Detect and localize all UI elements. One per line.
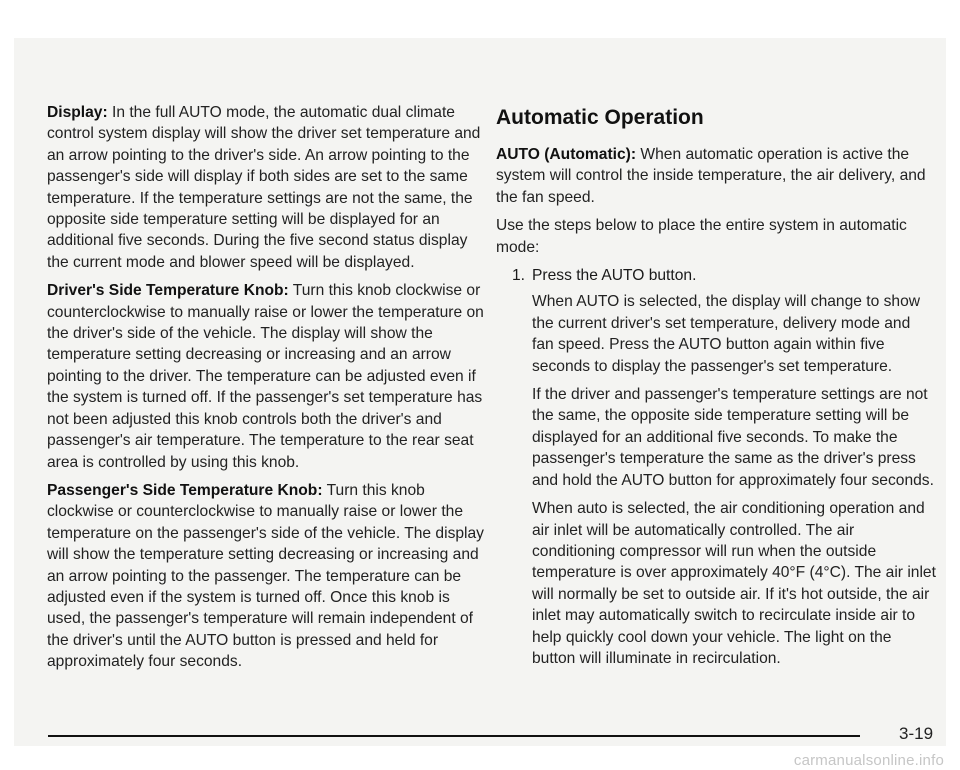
- passenger-knob-paragraph: [47, 480, 487, 673]
- driver-knob-text: Turn this knob clockwise or counterclockwise to manually raise or lower the temperature on the driver's side of the vehicle. The display will show the temperature setting decreasing or increasing and an arrow pointing to the driver. The temperature can be adjusted even if the system is turned off. If the passenger's set temperature has not been adjusted this knob controls both the driver's and passenger's air temperature. The temperature to the rear seat area is controlled by using this knob.: [47, 282, 484, 471]
- page-number: 3-19: [899, 724, 934, 743]
- display-term: Display:: [47, 104, 108, 121]
- manual-page: [14, 38, 946, 746]
- right-column: [496, 104, 936, 676]
- left-column: [47, 102, 487, 680]
- watermark: carmanualsonline.info: [793, 752, 944, 769]
- auto-paragraph: [496, 144, 936, 208]
- driver-knob-paragraph: [47, 280, 487, 473]
- step-1: [512, 265, 936, 286]
- step-paragraph: When auto is selected, the air conditioning operation and air inlet will be automatically controlled. The air conditioning compressor will run when the outside temperature is over approximately 40°F (4°C). The air inlet will normally be set to outside air. If it's hot outside, the air inlet may automatically switch to recirculate inside air to help quickly cool down your vehicle. The light on the button will illuminate in recirculation.: [532, 500, 936, 667]
- steps-intro: Use the steps below to place the entire system in automatic mode:: [496, 217, 907, 256]
- section-heading: Automatic Operation: [496, 106, 704, 129]
- display-paragraph: [47, 102, 487, 273]
- step-paragraph: If the driver and passenger's temperature settings are not the same, the opposite side temperature setting will be displayed for an additional five seconds. To make the passenger's temperature the same as the driver's press and hold the AUTO button for approximately four seconds.: [532, 386, 934, 489]
- auto-text: When automatic operation is active the system will control the inside temperature, the air delivery, and the fan speed.: [496, 146, 926, 206]
- passenger-knob-term: Passenger's Side Temperature Knob:: [47, 481, 323, 499]
- step-paragraph: When AUTO is selected, the display will change to show the current driver's set temperature, delivery mode and fan speed. Press the AUTO button again within five seconds to display the passenger's set temperature.: [532, 293, 921, 375]
- passenger-knob-text: Turn this knob clockwise or counterclockwise to manually raise or lower the temperature on the passenger's side of the vehicle. The display will show the temperature setting decreasing or increasing and an arrow pointing to the passenger. The temperature can be adjusted even if the system is turned off. Once this knob is used, the passenger's temperature will remain independent of the driver's until the AUTO button is pressed and held for approximately four seconds.: [47, 481, 484, 671]
- auto-term: AUTO (Automatic):: [496, 146, 637, 163]
- driver-knob-term: Driver's Side Temperature Knob:: [47, 282, 289, 300]
- step-number: 1.: [512, 267, 526, 285]
- step-label: Press the AUTO button.: [532, 267, 697, 285]
- display-text: In the full AUTO mode, the automatic dual climate control system display will show the driver set temperature and an arrow pointing to the driver's side. An arrow pointing to the passenger's side will display if both sides are set to the same temperature. If the temperature settings are not the same, the opposite side temperature setting will be displayed for an additional five seconds. During the five second status display the current mode and blower speed will be displayed.: [47, 104, 481, 271]
- footer-rule: [48, 735, 860, 737]
